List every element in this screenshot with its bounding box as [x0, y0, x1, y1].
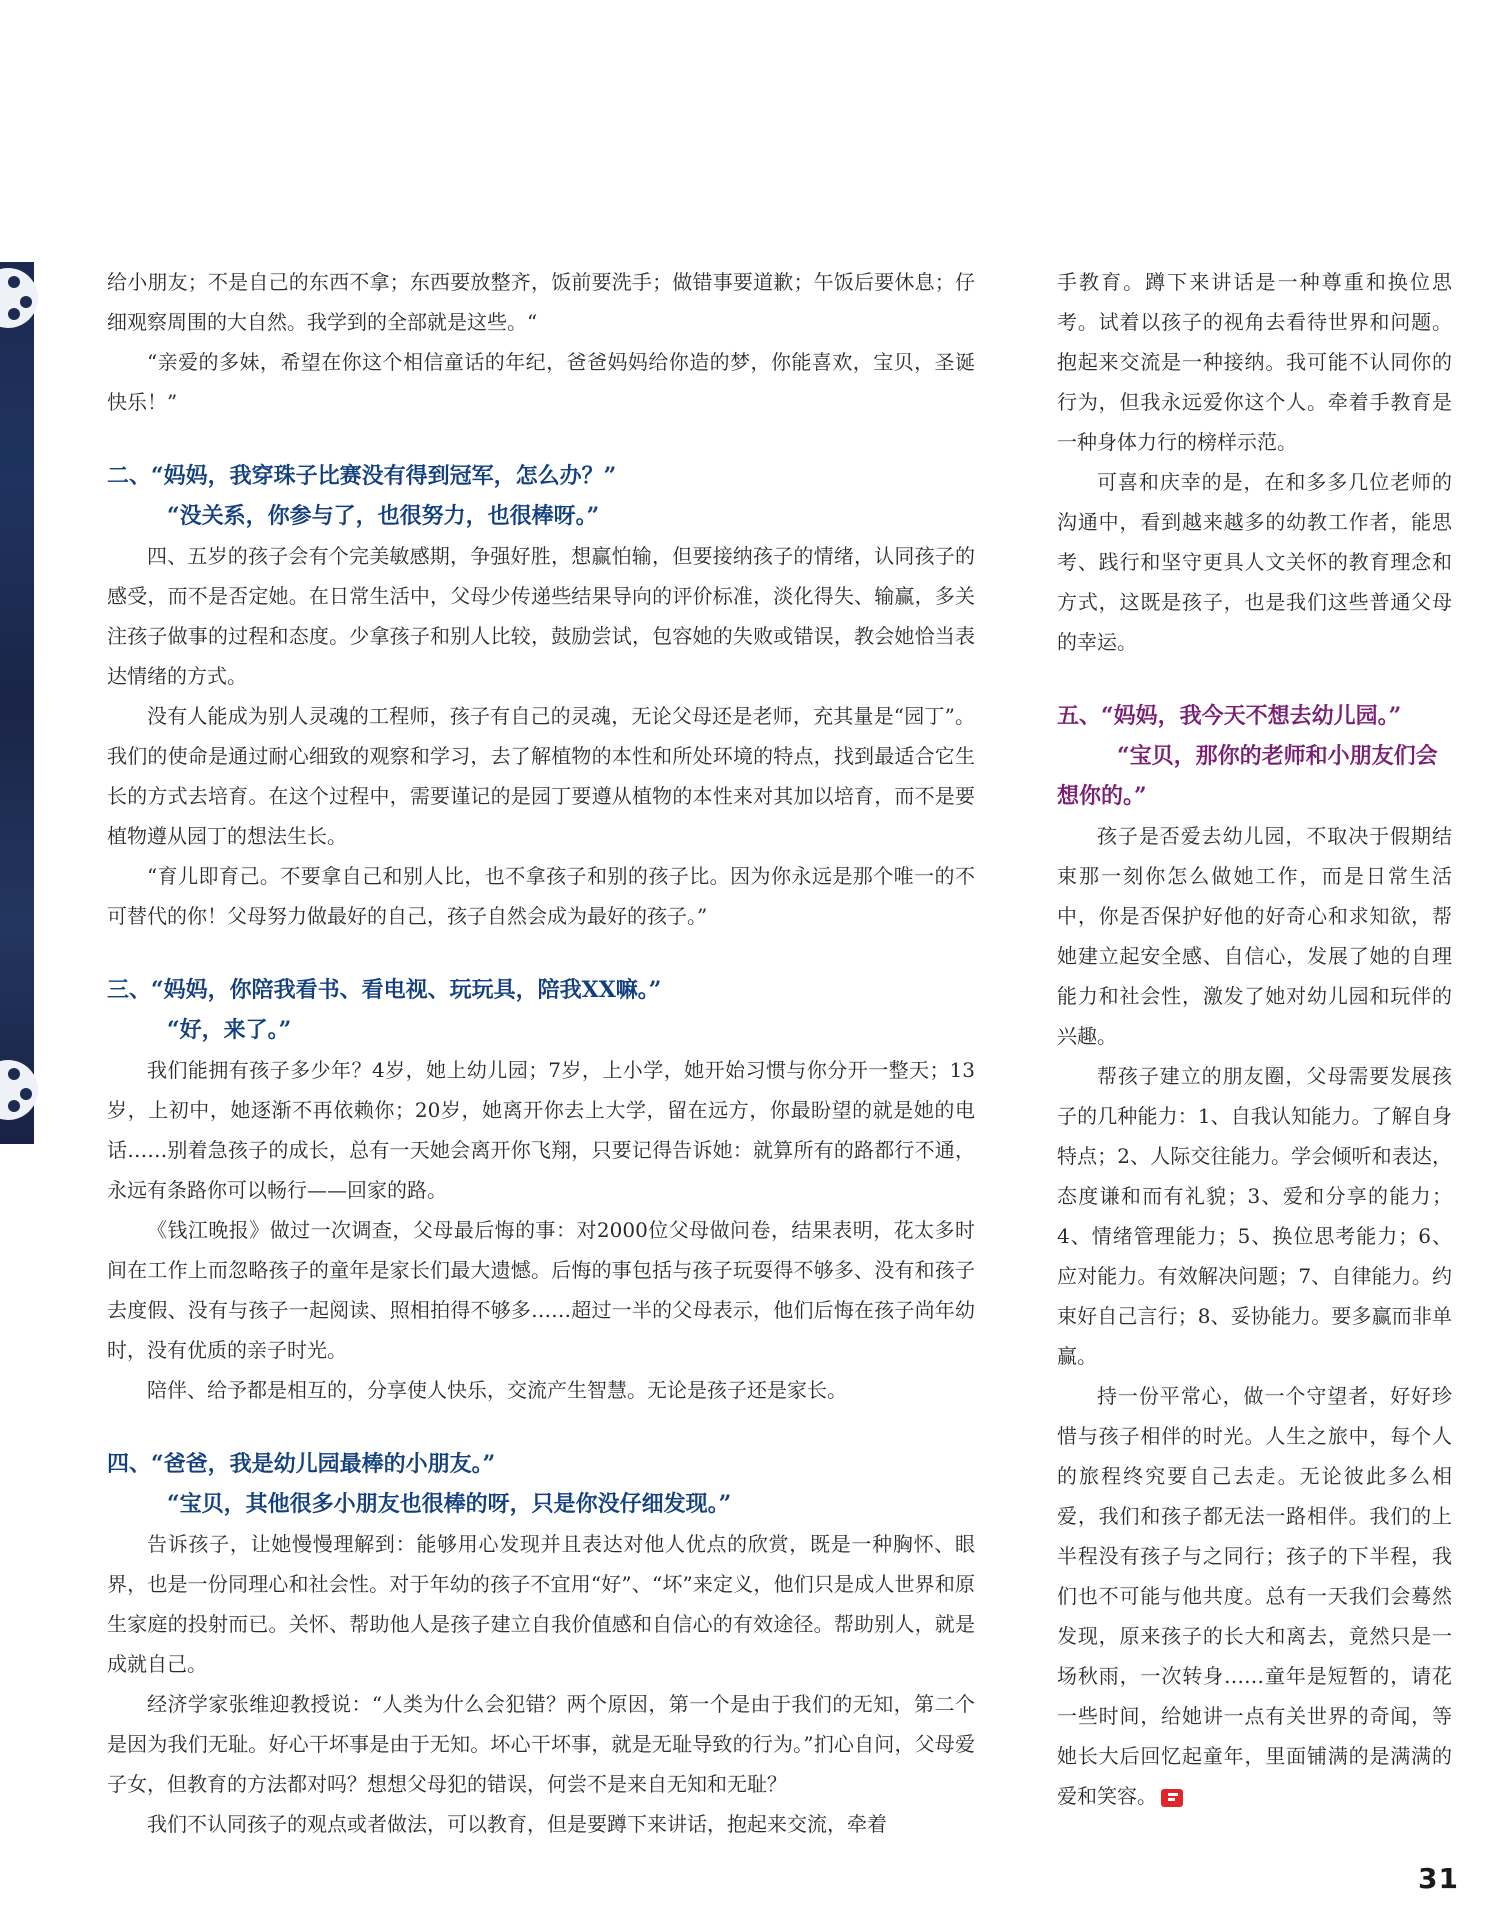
section-2-title: 二、“妈妈，我穿珠子比赛没有得到冠军，怎么办？” — [107, 463, 617, 489]
section-4-subtitle: “宝贝，其他很多小朋友也很棒的呀，只是你没仔细发现。” — [167, 1491, 732, 1517]
section-3-paragraph-1: 我们能拥有孩子多少年？4岁，她上幼儿园；7岁，上小学，她开始习惯与你分开一整天；13岁，上初中，她逐渐不再依赖你；20岁，她离开你去上大学，留在远方，你最盼望的就是她的电话……别着急孩子的成长，总有一天她会离开你飞翔，只要记得告诉她：就算所有的路都行不通，永远有条路你可以畅行——回家的路。 — [107, 1058, 975, 1202]
section-5-title: 五、“妈妈，我今天不想去幼儿园。” — [1057, 703, 1402, 729]
section-4-heading — [107, 1444, 975, 1524]
page-number: 31 — [1418, 1862, 1459, 1895]
section-5-paragraph-1: 孩子是否爱去幼儿园，不取决于假期结束那一刻你怎么做她工作，而是日常生活中，你是否保护好他的好奇心和求知欲，帮她建立起安全感、自信心，发展了她的自理能力和社会性，激发了她对幼儿园和玩伴的兴趣。 — [1057, 824, 1452, 1048]
section-2-paragraph-2: 没有人能成为别人灵魂的工程师，孩子有自己的灵魂，无论父母还是老师，充其量是“园丁”。我们的使命是通过耐心细致的观察和学习，去了解植物的本性和所处环境的特点，找到最适合它生长的方式去培育。在这个过程中，需要谨记的是园丁要遵从植物的本性来对其加以培育，而不是要植物遵从园丁的想法生长。 — [107, 704, 975, 848]
section-3-paragraph-2: 《钱江晚报》做过一次调查，父母最后悔的事：对2000位父母做问卷，结果表明，花太多时间在工作上而忽略孩子的童年是家长们最大遗憾。后悔的事包括与孩子玩耍得不够多、没有和孩子去度假、没有与孩子一起阅读、照相拍得不够多……超过一半的父母表示，他们后悔在孩子尚年幼时，没有优质的亲子时光。 — [107, 1218, 975, 1362]
right-paragraph-2: 可喜和庆幸的是，在和多多几位老师的沟通中，看到越来越多的幼教工作者，能思考、践行和坚守更具人文关怀的教育理念和方式，这既是孩子，也是我们这些普通父母的幸运。 — [1057, 470, 1452, 654]
section-2-heading — [107, 456, 975, 536]
section-5-heading — [1057, 696, 1452, 816]
intro-paragraph-2: “亲爱的多妹，希望在你这个相信童话的年纪，爸爸妈妈给你造的梦，你能喜欢，宝贝，圣诞快乐！” — [107, 350, 975, 414]
section-5-paragraph-2: 帮孩子建立的朋友圈，父母需要发展孩子的几种能力：1、自我认知能力。了解自身特点；2、人际交往能力。学会倾听和表达，态度谦和而有礼貌；3、爱和分享的能力；4、情绪管理能力；5、换位思考能力；6、应对能力。有效解决问题；7、自律能力。约束好自己言行；8、妥协能力。要多赢而非单赢。 — [1057, 1064, 1452, 1368]
section-4-paragraph-2: 经济学家张维迎教授说：“人类为什么会犯错？两个原因，第一个是由于我们的无知，第二个是因为我们无耻。好心干坏事是由于无知。坏心干坏事，就是无耻导致的行为。”扪心自问，父母爱子女，但教育的方法都对吗？想想父母犯的错误，何尝不是来自无知和无耻？ — [107, 1692, 975, 1796]
intro-paragraph-1: 给小朋友；不是自己的东西不拿；东西要放整齐，饭前要洗手；做错事要道歉；午饭后要休息；仔细观察周围的大自然。我学到的全部就是这些。“ — [107, 270, 975, 334]
end-mark-icon — [1161, 1789, 1183, 1807]
section-4-title: 四、“爸爸，我是幼儿园最棒的小朋友。” — [107, 1451, 496, 1477]
section-2-paragraph-1: 四、五岁的孩子会有个完美敏感期，争强好胜，想赢怕输，但要接纳孩子的情绪，认同孩子的感受，而不是否定她。在日常生活中，父母少传递些结果导向的评价标准，淡化得失、输赢，多关注孩子做事的过程和态度。少拿孩子和别人比较，鼓励尝试，包容她的失败或错误，教会她恰当表达情绪的方式。 — [107, 544, 975, 688]
closing-text: 持一份平常心，做一个守望者，好好珍惜与孩子相伴的时光。人生之旅中，每个人的旅程终究要自己去走。无论彼此多么相爱，我们和孩子都无法一路相伴。我们的上半程没有孩子与之同行；孩子的下半程，我们也不可能与他共度。总有一天我们会蓦然发现，原来孩子的长大和离去，竟然只是一场秋雨，一次转身……童年是短暂的，请花一些时间，给她讲一点有关世界的奇闻，等她长大后回忆起童年，里面铺满的是满满的爱和笑容。 — [1057, 1384, 1452, 1808]
section-4-paragraph-1: 告诉孩子，让她慢慢理解到：能够用心发现并且表达对他人优点的欣赏，既是一种胸怀、眼界，也是一份同理心和社会性。对于年幼的孩子不宜用“好”、“坏”来定义，他们只是成人世界和原生家庭的投射而已。关怀、帮助他人是孩子建立自我价值感和自信心的有效途径。帮助别人，就是成就自己。 — [107, 1532, 975, 1676]
section-3-paragraph-3: 陪伴、给予都是相互的，分享使人快乐，交流产生智慧。无论是孩子还是家长。 — [147, 1378, 847, 1402]
continued-paragraph: 手教育。蹲下来讲话是一种尊重和换位思考。试着以孩子的视角去看待世界和问题。抱起来交流是一种接纳。我可能不认同你的行为，但我永远爱你这个人。牵着手教育是一种身体力行的榜样示范。 — [1057, 270, 1452, 454]
column-left — [107, 262, 975, 1844]
left-film-strip — [0, 262, 34, 1144]
section-3-title: 三、“妈妈，你陪我看书、看电视、玩玩具，陪我XX嘛。” — [107, 977, 662, 1003]
section-2-paragraph-3: “育儿即育己。不要拿自己和别人比，也不拿孩子和别的孩子比。因为你永远是那个唯一的不可替代的你！父母努力做最好的自己，孩子自然会成为最好的孩子。” — [107, 864, 975, 928]
section-2-subtitle: “没关系，你参与了，也很努力，也很棒呀。” — [167, 503, 600, 529]
section-3-subtitle: “好，来了。” — [167, 1017, 292, 1043]
section-5-paragraph-3 — [1057, 1376, 1452, 1816]
column-right — [1057, 262, 1452, 1816]
section-3-heading — [107, 970, 975, 1050]
section-5-subtitle: “宝贝，那你的老师和小朋友们会想你的。” — [1057, 743, 1438, 809]
section-4-paragraph-3: 我们不认同孩子的观点或者做法，可以教育，但是要蹲下来讲话，抱起来交流，牵着 — [147, 1812, 887, 1836]
